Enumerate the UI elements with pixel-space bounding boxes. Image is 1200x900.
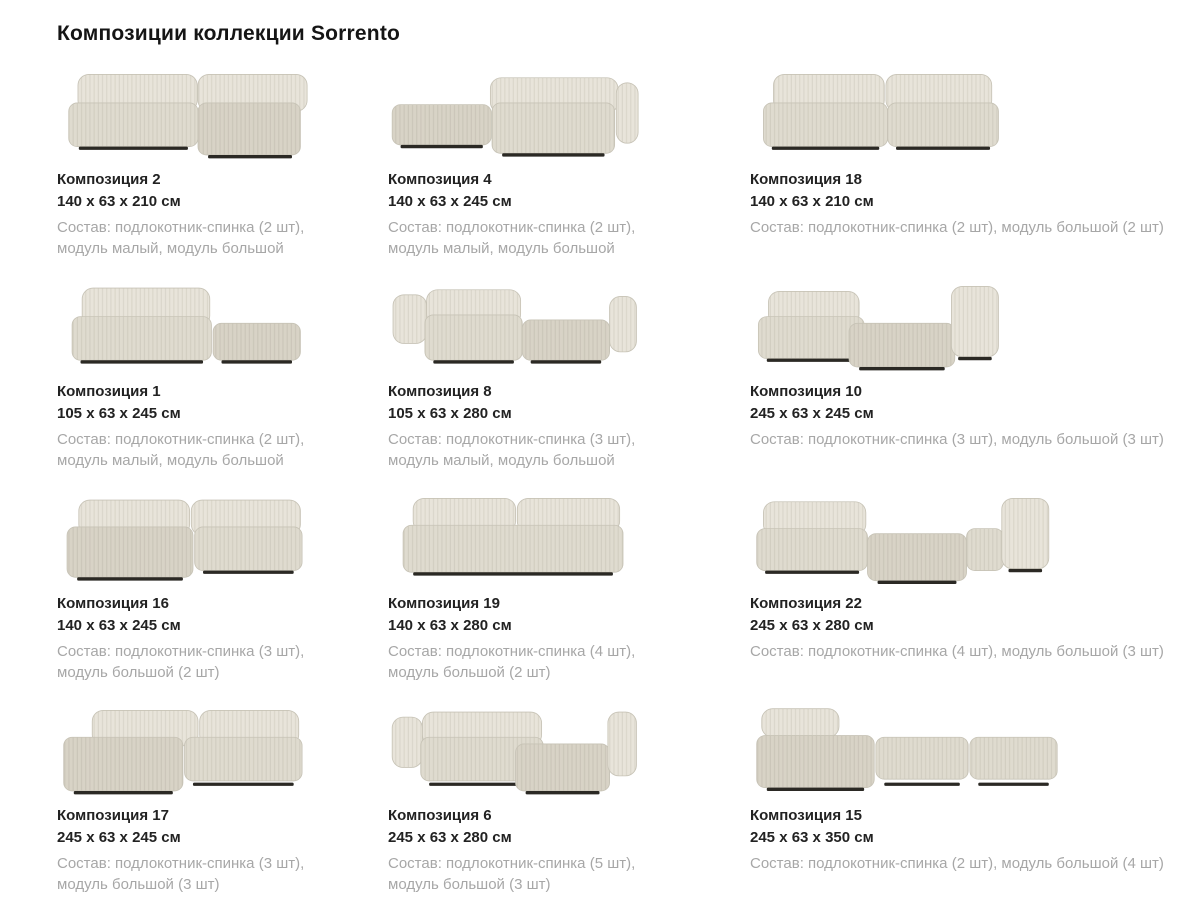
composition-details: Состав: подлокотник-спинка (3 шт), модуль большой (2 шт) xyxy=(57,643,305,681)
sofa-arms-back-bench xyxy=(388,278,736,372)
composition-name: Композиция 4 xyxy=(388,171,492,188)
composition-dimensions: 140 x 63 x 280 см xyxy=(388,617,512,634)
composition-dimensions: 105 x 63 x 245 см xyxy=(57,405,181,422)
composition-name: Композиция 17 xyxy=(57,807,169,824)
composition-dimensions: 245 x 63 x 280 см xyxy=(388,829,512,846)
composition-dimensions: 140 x 63 x 245 см xyxy=(57,617,181,634)
composition-name: Композиция 19 xyxy=(388,595,500,612)
composition-details: Состав: подлокотник-спинка (2 шт), модуль большой (2 шт) xyxy=(750,219,1164,236)
composition-card xyxy=(57,274,388,471)
composition-name: Композиция 16 xyxy=(57,595,169,612)
sofa-arm-chaise-benches-long xyxy=(750,702,1143,796)
sofa-chaise-left-two-backs xyxy=(57,702,374,796)
composition-details: Состав: подлокотник-спинка (2 шт), модуль малый, модуль большой xyxy=(57,219,305,257)
composition-dimensions: 245 x 63 x 245 см xyxy=(57,829,181,846)
composition-details: Состав: подлокотник-спинка (2 шт), модуль малый, модуль большой xyxy=(57,431,305,469)
sofa-long-two-backs-deep-seat xyxy=(388,490,736,584)
composition-name: Композиция 10 xyxy=(750,383,862,400)
composition-card xyxy=(388,486,750,683)
composition-details: Состав: подлокотник-спинка (4 шт), модуль большой (2 шт) xyxy=(388,643,636,681)
sofa-corner-chaise-right xyxy=(750,490,1143,584)
composition-card xyxy=(388,274,750,471)
composition-details: Состав: подлокотник-спинка (3 шт), модуль большой (3 шт) xyxy=(750,431,1164,448)
composition-card xyxy=(57,62,388,259)
composition-card xyxy=(750,274,1164,471)
composition-details: Состав: подлокотник-спинка (3 шт), модуль большой (3 шт) xyxy=(57,855,305,893)
composition-card xyxy=(57,486,388,683)
composition-name: Композиция 2 xyxy=(57,171,161,188)
sofa-ottoman-back-chaise-arm xyxy=(388,66,736,160)
composition-card xyxy=(388,62,750,259)
sofa-two-backs-chaise-left xyxy=(57,490,374,584)
composition-name: Композиция 8 xyxy=(388,383,492,400)
composition-name: Композиция 18 xyxy=(750,171,862,188)
composition-details: Состав: подлокотник-спинка (5 шт), модуль большой (3 шт) xyxy=(388,855,636,893)
composition-details: Состав: подлокотник-спинка (4 шт), модуль большой (3 шт) xyxy=(750,643,1164,660)
composition-details: Состав: подлокотник-спинка (2 шт), модуль малый, модуль большой xyxy=(388,219,636,257)
composition-name: Композиция 15 xyxy=(750,807,862,824)
composition-name: Композиция 6 xyxy=(388,807,492,824)
sofa-arms-corner-chaise xyxy=(388,702,736,796)
composition-card xyxy=(57,698,388,895)
composition-details: Состав: подлокотник-спинка (2 шт), модуль большой (4 шт) xyxy=(750,855,1164,872)
sofa-two-backs-open-right xyxy=(750,66,1143,160)
sofa-back-left-bench-right xyxy=(57,278,374,372)
composition-card xyxy=(750,62,1164,259)
composition-card xyxy=(388,698,750,895)
composition-dimensions: 140 x 63 x 210 см xyxy=(57,193,181,210)
composition-dimensions: 245 x 63 x 280 см xyxy=(750,617,874,634)
sofa-two-backs-chaise-right xyxy=(57,66,374,160)
composition-dimensions: 140 x 63 x 210 см xyxy=(750,193,874,210)
composition-card xyxy=(750,486,1164,683)
composition-dimensions: 245 x 63 x 350 см xyxy=(750,829,874,846)
page-title: Композиции коллекции Sorrento xyxy=(57,22,401,45)
composition-dimensions: 105 x 63 x 280 см xyxy=(388,405,512,422)
composition-card xyxy=(750,698,1164,895)
composition-name: Композиция 1 xyxy=(57,383,161,400)
sofa-corner-angled xyxy=(750,278,1143,372)
composition-name: Композиция 22 xyxy=(750,595,862,612)
composition-details: Состав: подлокотник-спинка (3 шт), модуль малый, модуль большой xyxy=(388,431,636,469)
composition-dimensions: 140 x 63 x 245 см xyxy=(388,193,512,210)
compositions-grid xyxy=(57,62,1200,895)
composition-dimensions: 245 x 63 x 245 см xyxy=(750,405,874,422)
